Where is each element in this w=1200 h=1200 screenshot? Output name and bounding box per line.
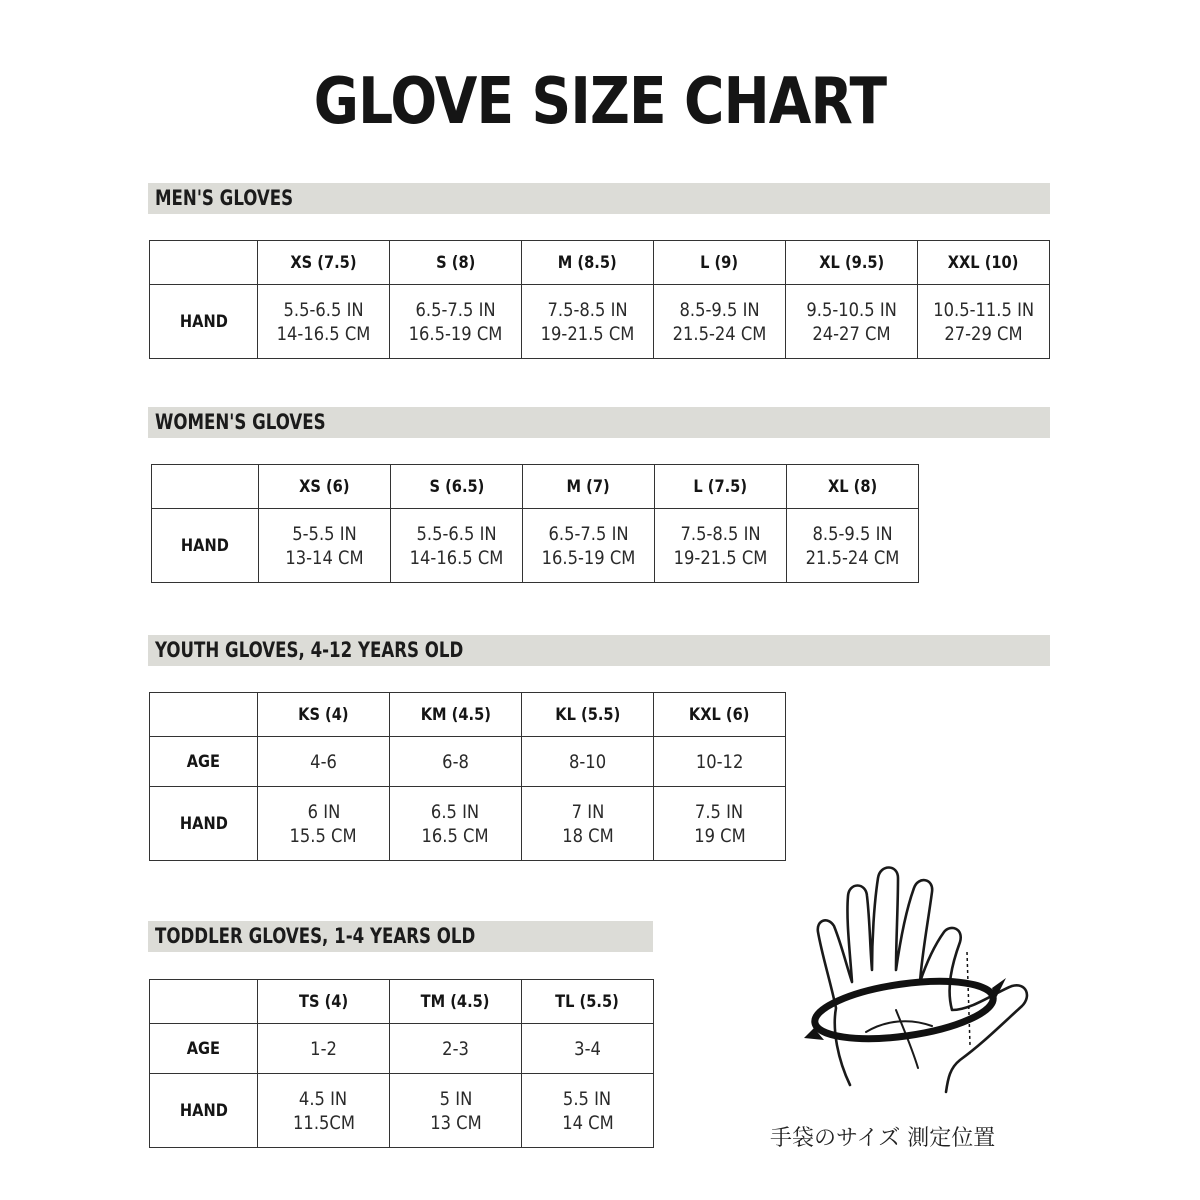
hand-size-cell: 7.5-8.5 IN 19-21.5 CM [522, 285, 654, 359]
table-row [150, 1024, 654, 1074]
hand-size-cell: 6 IN 15.5 CM [258, 787, 390, 861]
size-header: KS (4) [258, 693, 390, 737]
figure-caption: 手袋のサイズ 測定位置 [770, 1126, 996, 1151]
hand-size-cell: 9.5-10.5 IN 24-27 CM [786, 285, 918, 359]
mens-section-header [148, 183, 1050, 214]
size-header: KM (4.5) [390, 693, 522, 737]
size-header: KL (5.5) [522, 693, 654, 737]
hand-size-cell: 7.5-8.5 IN 19-21.5 CM [655, 509, 787, 583]
table-header-row [150, 980, 654, 1024]
hand-size-cell: 5.5 IN 14 CM [522, 1074, 654, 1148]
table-row [150, 787, 786, 861]
hand-size-cell: 6.5 IN 16.5 CM [390, 787, 522, 861]
table-header-row [152, 465, 919, 509]
youth-section-title: YOUTH GLOVES, 4-12 YEARS OLD [155, 638, 464, 662]
hand-size-cell: 10.5-11.5 IN 27-29 CM [918, 285, 1050, 359]
age-cell: 4-6 [258, 737, 390, 787]
row-label: HAND [150, 787, 258, 861]
corner-cell [150, 980, 258, 1024]
size-header: L (7.5) [655, 465, 787, 509]
corner-cell [152, 465, 259, 509]
size-header: KXL (6) [654, 693, 786, 737]
womens-section-title: WOMEN'S GLOVES [155, 410, 326, 434]
row-label: AGE [150, 737, 258, 787]
hand-size-cell: 6.5-7.5 IN 16.5-19 CM [390, 285, 522, 359]
age-cell: 6-8 [390, 737, 522, 787]
hand-size-cell: 4.5 IN 11.5CM [258, 1074, 390, 1148]
size-header: XL (9.5) [786, 241, 918, 285]
hand-size-cell: 8.5-9.5 IN 21.5-24 CM [787, 509, 919, 583]
table-row [150, 285, 1050, 359]
hand-size-cell: 6.5-7.5 IN 16.5-19 CM [523, 509, 655, 583]
row-label: HAND [150, 285, 258, 359]
size-header: XL (8) [787, 465, 919, 509]
hand-size-cell: 5 IN 13 CM [390, 1074, 522, 1148]
hand-measurement-icon [800, 860, 1040, 1110]
hand-size-cell: 5.5-6.5 IN 14-16.5 CM [258, 285, 390, 359]
age-cell: 3-4 [522, 1024, 654, 1074]
age-cell: 2-3 [390, 1024, 522, 1074]
table-row [150, 1074, 654, 1148]
youth-section-header [148, 635, 1050, 666]
hand-size-cell: 5-5.5 IN 13-14 CM [259, 509, 391, 583]
size-header: M (7) [523, 465, 655, 509]
size-header: TM (4.5) [390, 980, 522, 1024]
size-header: TL (5.5) [522, 980, 654, 1024]
table-header-row [150, 241, 1050, 285]
hand-size-cell: 7 IN 18 CM [522, 787, 654, 861]
toddler-section-title: TODDLER GLOVES, 1-4 YEARS OLD [155, 924, 476, 948]
size-header: L (9) [654, 241, 786, 285]
size-header: S (6.5) [391, 465, 523, 509]
size-header: TS (4) [258, 980, 390, 1024]
age-cell: 8-10 [522, 737, 654, 787]
row-label: HAND [152, 509, 259, 583]
size-header: M (8.5) [522, 241, 654, 285]
age-cell: 10-12 [654, 737, 786, 787]
page-title: GLOVE SIZE CHART [313, 65, 887, 139]
table-row [150, 737, 786, 787]
toddler-section-header [148, 921, 653, 952]
corner-cell [150, 241, 258, 285]
youth-size-table [149, 692, 786, 861]
table-row [152, 509, 919, 583]
size-header: XXL (10) [918, 241, 1050, 285]
size-header: XS (7.5) [258, 241, 390, 285]
toddler-size-table [149, 979, 654, 1148]
hand-size-cell: 8.5-9.5 IN 21.5-24 CM [654, 285, 786, 359]
table-header-row [150, 693, 786, 737]
row-label: AGE [150, 1024, 258, 1074]
size-header: XS (6) [259, 465, 391, 509]
mens-section-title: MEN'S GLOVES [155, 186, 294, 210]
hand-size-cell: 7.5 IN 19 CM [654, 787, 786, 861]
womens-size-table [151, 464, 919, 583]
womens-section-header [148, 407, 1050, 438]
age-cell: 1-2 [258, 1024, 390, 1074]
row-label: HAND [150, 1074, 258, 1148]
size-header: S (8) [390, 241, 522, 285]
hand-size-cell: 5.5-6.5 IN 14-16.5 CM [391, 509, 523, 583]
mens-size-table [149, 240, 1050, 359]
corner-cell [150, 693, 258, 737]
